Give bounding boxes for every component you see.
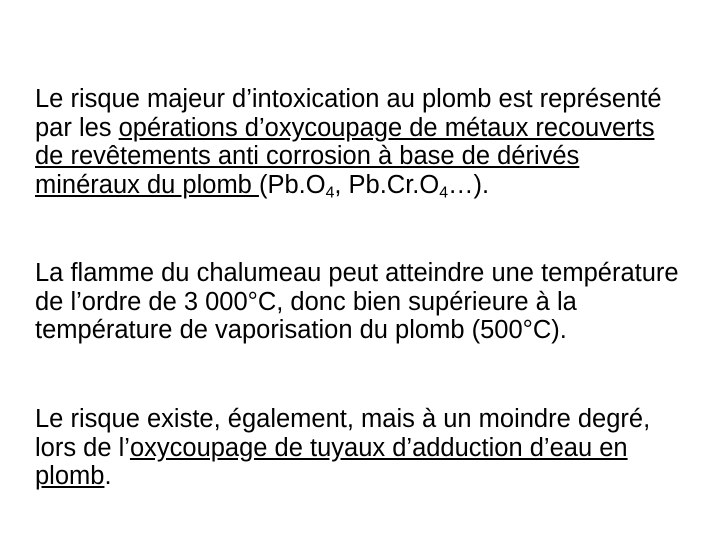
text-run-end: .: [104, 462, 112, 490]
paragraph-flame-temperature: La flamme du chalumeau peut atteindre une température de l’ordre de 3 000°C, donc bien supérieure à la température de vaporisation du plomb (500°C).: [35, 259, 679, 344]
underlined-text-tuyaux: oxycoupage de tuyaux d’adduction d’eau en plomb: [35, 433, 628, 490]
text-run: Le risque majeur d’intoxication au plomb est représenté par les: [35, 85, 662, 142]
text-run-end: …).: [448, 170, 490, 199]
paragraph-lead-risk: [35, 85, 685, 199]
subscript-4: 4: [325, 183, 335, 201]
underlined-text-oxycoupage: opérations d’oxycoupage de métaux recouverts de revêtements anti corrosion à base de dérivés minéraux du plomb: [35, 113, 655, 199]
formula-pbcro: , Pb.Cr.O: [334, 170, 440, 199]
subscript-4: 4: [439, 183, 449, 201]
text-run: Le risque existe, également, mais à un moindre degré, lors de l’: [35, 405, 651, 462]
formula-pbo: (Pb.O: [258, 170, 326, 199]
paragraph-secondary-risk: [35, 405, 685, 491]
